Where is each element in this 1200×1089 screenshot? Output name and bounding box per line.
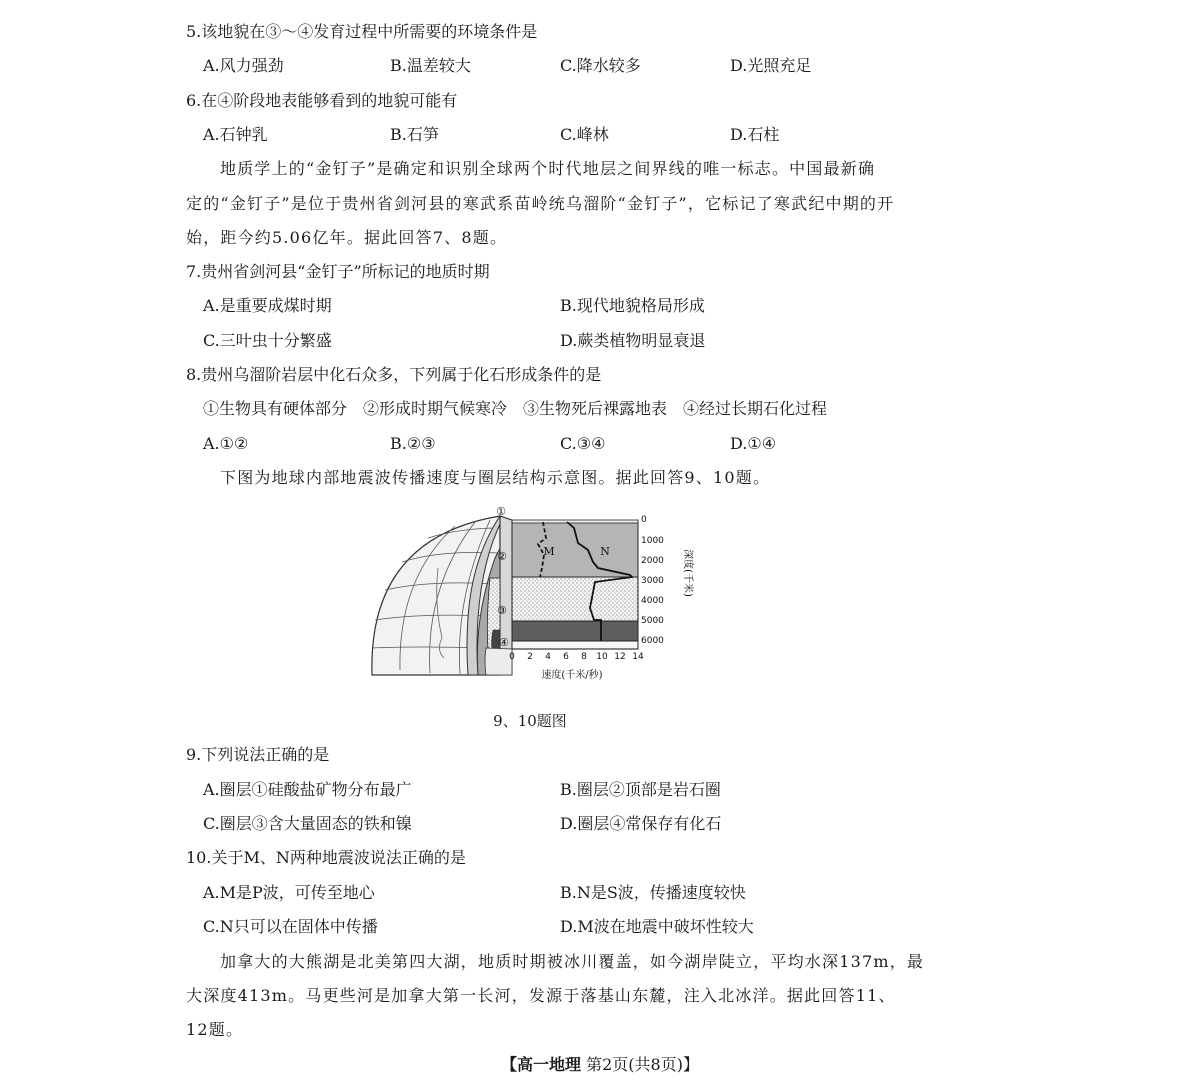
y-tick-3000: 3000 bbox=[641, 576, 664, 586]
q7-option-a: A.是重要成煤时期 bbox=[203, 296, 332, 315]
passage-9-10: 下图为地球内部地震波传播速度与圈层结构示意图。据此回答9、10题。 bbox=[220, 468, 771, 487]
passage-11-12-line-3: 12题。 bbox=[186, 1020, 244, 1039]
q10-option-a: A.M是P波，可传至地心 bbox=[203, 883, 375, 902]
layer-label-4: ④ bbox=[499, 636, 509, 649]
footer-page: 第2页(共8页)】 bbox=[586, 1055, 699, 1074]
q6-option-a: A.石钟乳 bbox=[203, 125, 268, 144]
y-tick-6000: 6000 bbox=[641, 636, 664, 646]
q9-option-a: A.圈层①硅酸盐矿物分布最广 bbox=[203, 780, 412, 799]
layer-label-3: ③ bbox=[497, 604, 507, 617]
q8-items: ①生物具有硬体部分 ②形成时期气候寒冷 ③生物死后裸露地表 ④经过长期石化过程 bbox=[203, 399, 828, 418]
x-tick-6: 6 bbox=[563, 652, 569, 662]
q8-option-a: A.①② bbox=[203, 434, 249, 453]
page-footer bbox=[0, 1052, 1200, 1075]
wave-label-m: M bbox=[543, 545, 555, 558]
q9-option-c: C.圈层③含大量固态的铁和镍 bbox=[203, 814, 412, 833]
y-tick-0: 0 bbox=[641, 515, 647, 525]
y-axis-label: 深度(千米) bbox=[682, 549, 693, 597]
x-axis-label: 速度(千米/秒) bbox=[541, 670, 603, 681]
passage-7-8-line-3: 始，距今约5.06亿年。据此回答7、8题。 bbox=[186, 228, 508, 247]
layer-label-1: ① bbox=[496, 505, 506, 518]
x-tick-12: 12 bbox=[614, 652, 626, 662]
passage-11-12-line-1: 加拿大的大熊湖是北美第四大湖，地质时期被冰川覆盖，如今湖岸陡立，平均水深137m，最 bbox=[220, 952, 925, 971]
q7-option-d: D.蕨类植物明显衰退 bbox=[560, 331, 706, 350]
y-tick-2000: 2000 bbox=[641, 556, 664, 566]
x-tick-8: 8 bbox=[581, 652, 587, 662]
q5-option-a: A.风力强劲 bbox=[203, 56, 284, 75]
q8-option-d: D.①④ bbox=[730, 434, 777, 453]
y-tick-1000: 1000 bbox=[641, 536, 664, 546]
q6-stem: 6.在④阶段地表能够看到的地貌可能有 bbox=[186, 91, 458, 110]
q5-option-c: C.降水较多 bbox=[560, 56, 641, 75]
y-tick-5000: 5000 bbox=[641, 616, 664, 626]
y-tick-4000: 4000 bbox=[641, 596, 664, 606]
q6-option-b: B.石笋 bbox=[390, 125, 439, 144]
q8-stem: 8.贵州乌溜阶岩层中化石众多，下列属于化石形成条件的是 bbox=[186, 365, 602, 384]
wave-label-n: N bbox=[600, 545, 610, 558]
q7-option-b: B.现代地貌格局形成 bbox=[560, 296, 705, 315]
earth-interior-figure bbox=[360, 498, 700, 698]
layer-label-2: ② bbox=[497, 550, 507, 563]
q10-stem: 10.关于M、N两种地震波说法正确的是 bbox=[186, 848, 466, 867]
q6-option-d: D.石柱 bbox=[730, 125, 780, 144]
x-tick-14: 14 bbox=[632, 652, 644, 662]
q10-option-c: C.N只可以在固体中传播 bbox=[203, 917, 378, 936]
q5-option-b: B.温差较大 bbox=[390, 56, 471, 75]
x-tick-10: 10 bbox=[596, 652, 608, 662]
footer-subject: 【高一地理 bbox=[501, 1055, 582, 1074]
q9-option-b: B.圈层②顶部是岩石圈 bbox=[560, 780, 721, 799]
figure-caption: 9、10题图 bbox=[493, 712, 567, 730]
q9-stem: 9.下列说法正确的是 bbox=[186, 745, 330, 764]
x-tick-4: 4 bbox=[545, 652, 551, 662]
q6-option-c: C.峰林 bbox=[560, 125, 609, 144]
passage-7-8-line-1: 地质学上的“金钉子”是确定和识别全球两个时代地层之间界线的唯一标志。中国最新确 bbox=[220, 159, 876, 178]
x-tick-2: 2 bbox=[527, 652, 533, 662]
q5-option-d: D.光照充足 bbox=[730, 56, 812, 75]
x-tick-0: 0 bbox=[509, 652, 515, 662]
q7-stem: 7.贵州省剑河县“金钉子”所标记的地质时期 bbox=[186, 262, 490, 281]
q9-option-d: D.圈层④常保存有化石 bbox=[560, 814, 722, 833]
q8-option-b: B.②③ bbox=[390, 434, 436, 453]
passage-7-8-line-2: 定的“金钉子”是位于贵州省剑河县的寒武系苗岭统乌溜阶“金钉子”，它标记了寒武纪中期的开 bbox=[186, 194, 895, 213]
q8-option-c: C.③④ bbox=[560, 434, 606, 453]
q5-stem: 5.该地貌在③～④发育过程中所需要的环境条件是 bbox=[186, 22, 538, 41]
passage-11-12-line-2: 大深度413m。马更些河是加拿大第一长河，发源于落基山东麓，注入北冰洋。据此回答11、 bbox=[186, 986, 896, 1005]
q7-option-c: C.三叶虫十分繁盛 bbox=[203, 331, 332, 350]
q10-option-d: D.M波在地震中破坏性较大 bbox=[560, 917, 754, 936]
q10-option-b: B.N是S波，传播速度较快 bbox=[560, 883, 746, 902]
